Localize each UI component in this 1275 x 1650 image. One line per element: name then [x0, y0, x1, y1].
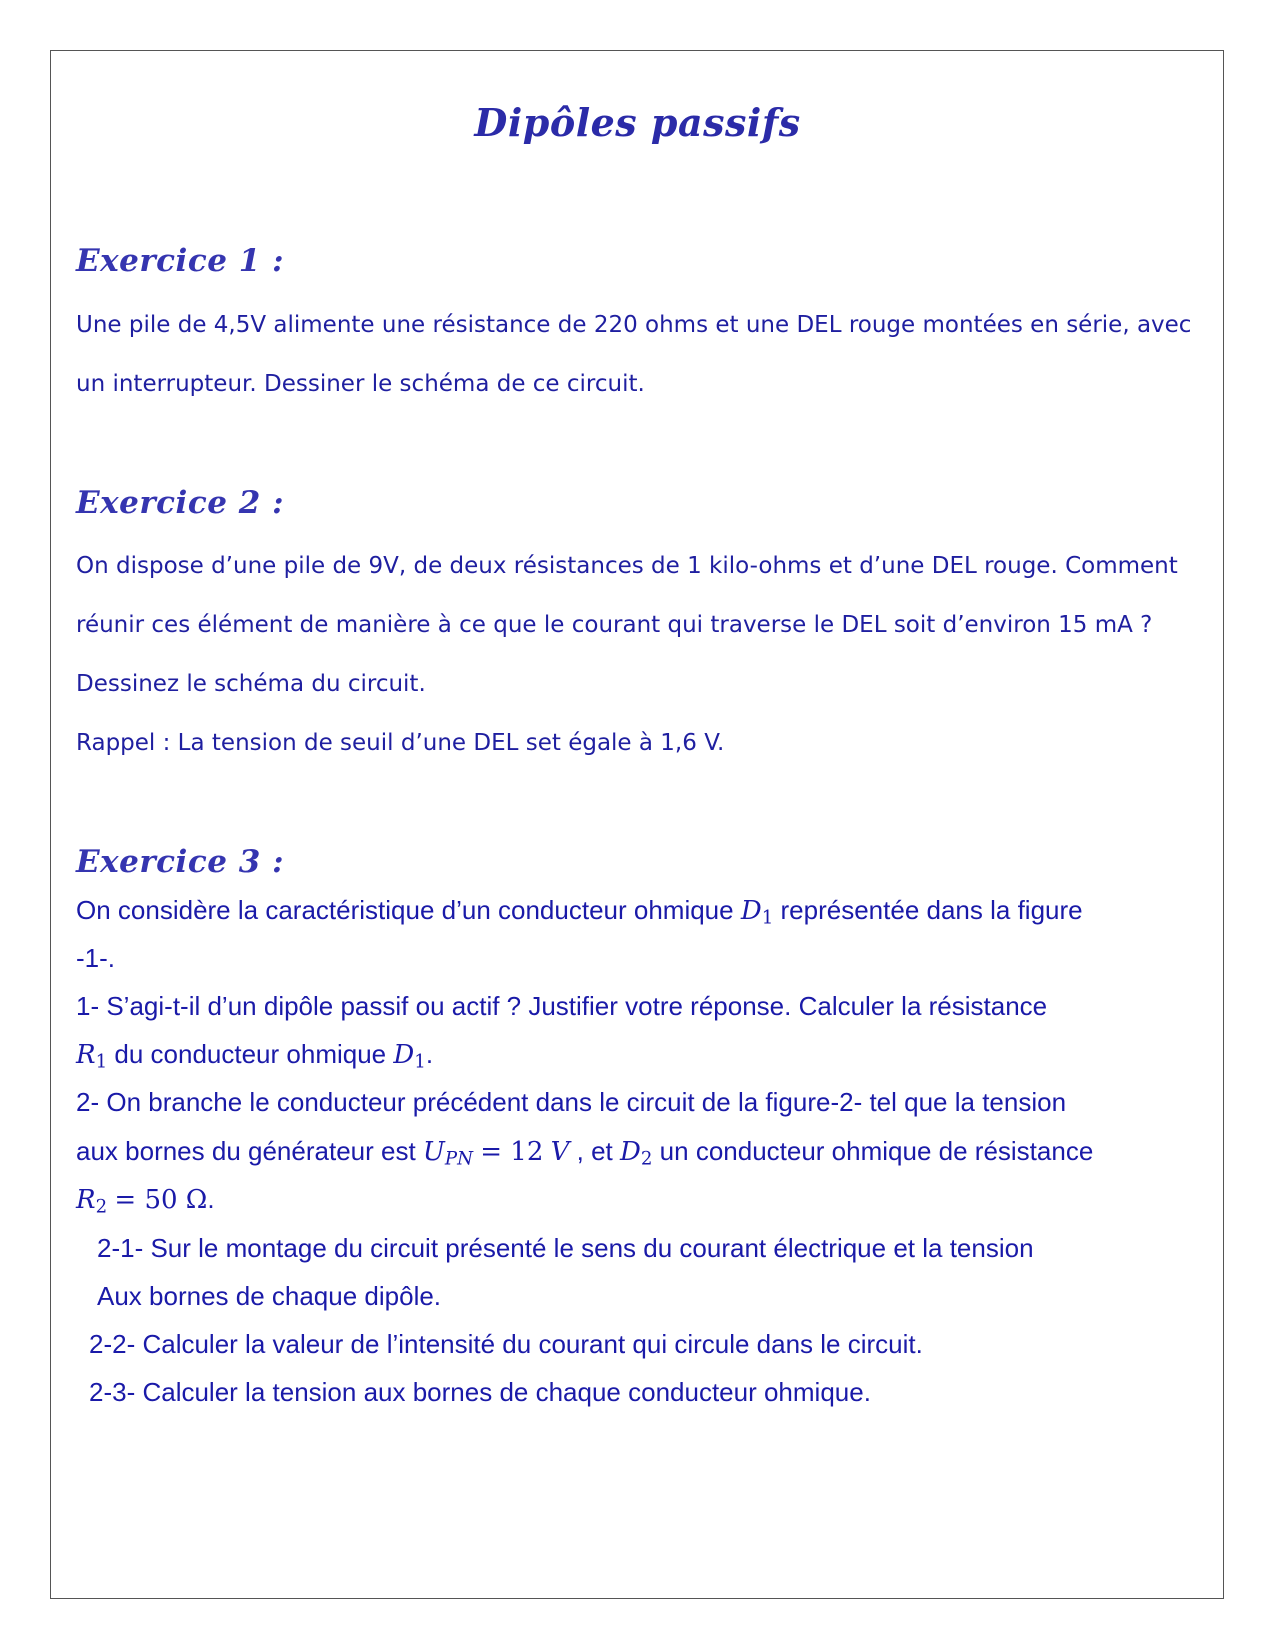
question-1-line-1: 1- S’agi-t-il d’un dipôle passif ou actif ? Justifier votre réponse. Calculer la résistance — [76, 991, 1048, 1021]
question-2-1-line-1: 2-1- Sur le montage du circuit présenté le sens du courant électrique et la tension — [97, 1233, 1034, 1263]
question-2-2: 2-2- Calculer la valeur de l’intensité du courant qui circule dans le circuit. — [89, 1329, 923, 1359]
exercise-1-line-2: un interrupteur. Dessiner le schéma de ce circuit. — [76, 371, 645, 397]
exercise-3-intro-line-2: -1-. — [76, 943, 115, 973]
question-2-line-1: 2- On branche le conducteur précédent dans le circuit de la figure-2- tel que la tension — [76, 1087, 1067, 1117]
page-border — [50, 50, 1224, 1599]
upn-symbol: $U_{PN}$ — [422, 1137, 473, 1170]
d2-symbol: $D_2$ — [620, 1137, 653, 1170]
exercise-2-line-1: On dispose d’une pile de 9V, de deux résistances de 1 kilo-ohms et d’une DEL rouge. Comment — [76, 553, 1178, 579]
page-title: Dipôles passifs — [474, 100, 801, 145]
question-1-line-2: $R_1$ du conducteur ohmique $D_1$. — [76, 1039, 434, 1073]
d1-symbol-2: $D_1$ — [393, 1040, 426, 1073]
exercise-3-intro-line-1: On considère la caractéristique d’un conducteur ohmique $D_1$ représentée dans la figure — [76, 895, 1083, 929]
exercise-3-heading: Exercice 3 : — [76, 844, 285, 880]
question-2-line-3: $R_2 = 50$ Ω. — [76, 1184, 215, 1218]
r1-symbol: $R_1$ — [76, 1040, 108, 1073]
exercise-2-line-4: Rappel : La tension de seuil d’une DEL set égale à 1,6 V. — [76, 730, 725, 756]
exercise-1-heading: Exercice 1 : — [76, 243, 285, 279]
d1-symbol: $D_1$ — [740, 896, 774, 929]
exercise-2-line-3: Dessinez le schéma du circuit. — [76, 671, 426, 697]
question-2-3: 2-3- Calculer la tension aux bornes de chaque conducteur ohmique. — [89, 1377, 871, 1407]
r2-symbol: $R_2$ — [76, 1185, 108, 1218]
question-2-1-line-2: Aux bornes de chaque dipôle. — [97, 1281, 442, 1311]
exercise-2-heading: Exercice 2 : — [76, 485, 285, 521]
exercise-1-line-1: Une pile de 4,5V alimente une résistance de 220 ohms et une DEL rouge montées en série, avec — [76, 312, 1192, 338]
question-2-line-2: aux bornes du générateur est $U_{PN} = 12$ V , et $D_2$ un conducteur ohmique de résistance — [76, 1136, 1094, 1170]
exercise-2-line-2: réunir ces élément de manière à ce que le courant qui traverse le DEL soit d’environ 15 mA ? — [76, 612, 1153, 638]
